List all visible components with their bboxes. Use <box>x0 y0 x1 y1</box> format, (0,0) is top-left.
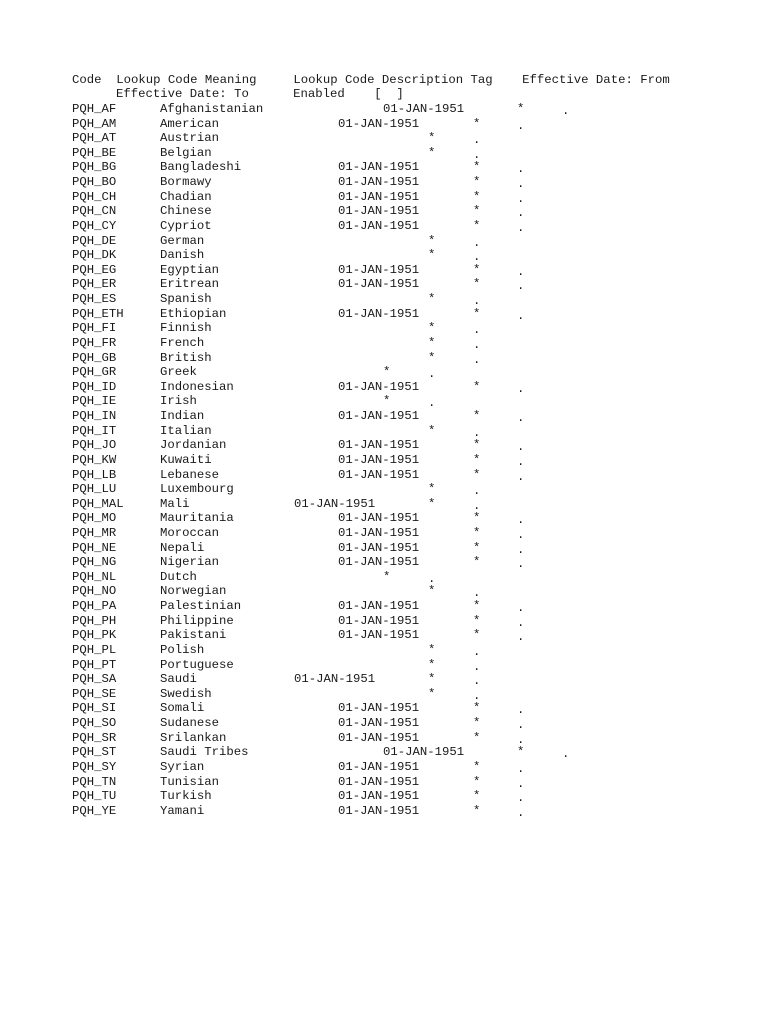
enabled-flag: * <box>428 424 436 438</box>
lookup-code-meaning: Somali <box>160 701 205 715</box>
lookup-code: PQH_IT <box>72 424 117 438</box>
effective-date-from: 01-JAN-1951 <box>338 760 420 774</box>
effective-date-to: . <box>517 543 525 557</box>
effective-date-from: 01-JAN-1951 <box>338 804 420 818</box>
lookup-code: PQH_PL <box>72 643 117 657</box>
effective-date-from: 01-JAN-1951 <box>338 628 420 642</box>
lookup-code-meaning: Eritrean <box>160 277 220 291</box>
enabled-flag: * <box>428 351 436 365</box>
lookup-code: PQH_SA <box>72 672 117 686</box>
enabled-flag: * <box>383 365 391 379</box>
lookup-code-meaning: Chinese <box>160 204 212 218</box>
effective-date-from: 01-JAN-1951 <box>338 468 420 482</box>
lookup-code: PQH_JO <box>72 438 117 452</box>
enabled-flag: * <box>473 204 481 218</box>
lookup-code: PQH_CH <box>72 190 117 204</box>
lookup-code: PQH_GR <box>72 365 117 379</box>
lookup-code-meaning: Mauritania <box>160 511 234 525</box>
lookup-code: PQH_DK <box>72 248 117 262</box>
effective-date-to: . <box>473 323 481 337</box>
effective-date-to: . <box>473 499 481 513</box>
lookup-code: PQH_ID <box>72 380 117 394</box>
effective-date-to: . <box>517 411 525 425</box>
effective-date-from: 01-JAN-1951 <box>338 526 420 540</box>
effective-date-from: 01-JAN-1951 <box>338 789 420 803</box>
effective-date-from: 01-JAN-1951 <box>338 716 420 730</box>
report-header-line-2: Effective Date: To Enabled [ ] <box>116 87 404 101</box>
lookup-code: PQH_NG <box>72 555 117 569</box>
lookup-code-meaning: Indian <box>160 409 205 423</box>
effective-date-from: 01-JAN-1951 <box>294 497 376 511</box>
effective-date-to: . <box>428 367 436 381</box>
lookup-code-meaning: Bangladeshi <box>160 160 242 174</box>
lookup-code: PQH_KW <box>72 453 117 467</box>
lookup-code-meaning: Greek <box>160 365 197 379</box>
lookup-code-meaning: Danish <box>160 248 205 262</box>
effective-date-to: . <box>517 630 525 644</box>
enabled-flag: * <box>473 380 481 394</box>
lookup-code: PQH_LB <box>72 468 117 482</box>
enabled-flag: * <box>428 687 436 701</box>
enabled-flag: * <box>473 277 481 291</box>
lookup-code: PQH_DE <box>72 234 117 248</box>
effective-date-from: 01-JAN-1951 <box>338 263 420 277</box>
effective-date-to: . <box>473 660 481 674</box>
lookup-code-meaning: Finnish <box>160 321 212 335</box>
effective-date-to: . <box>517 265 525 279</box>
enabled-flag: * <box>428 292 436 306</box>
effective-date-from: 01-JAN-1951 <box>338 175 420 189</box>
lookup-code: PQH_ETH <box>72 307 124 321</box>
lookup-code: PQH_IE <box>72 394 117 408</box>
effective-date-to: . <box>517 616 525 630</box>
effective-date-from: 01-JAN-1951 <box>338 555 420 569</box>
lookup-code-meaning: Ethiopian <box>160 307 227 321</box>
effective-date-to: . <box>517 470 525 484</box>
lookup-code-meaning: French <box>160 336 205 350</box>
effective-date-to: . <box>517 762 525 776</box>
effective-date-from: 01-JAN-1951 <box>338 775 420 789</box>
lookup-code: PQH_SO <box>72 716 117 730</box>
effective-date-to: . <box>517 806 525 820</box>
effective-date-from: 01-JAN-1951 <box>338 541 420 555</box>
lookup-code: PQH_PA <box>72 599 117 613</box>
lookup-code: PQH_AT <box>72 131 117 145</box>
lookup-code-meaning: Austrian <box>160 131 220 145</box>
effective-date-from: 01-JAN-1951 <box>338 701 420 715</box>
lookup-code: PQH_LU <box>72 482 117 496</box>
lookup-code: PQH_SR <box>72 731 117 745</box>
lookup-code: PQH_PT <box>72 658 117 672</box>
lookup-code: PQH_SY <box>72 760 117 774</box>
enabled-flag: * <box>517 745 525 759</box>
lookup-code-meaning: Pakistani <box>160 628 227 642</box>
effective-date-to: . <box>473 645 481 659</box>
lookup-code-meaning: Luxembourg <box>160 482 234 496</box>
effective-date-to: . <box>517 601 525 615</box>
effective-date-to: . <box>473 674 481 688</box>
lookup-code: PQH_BO <box>72 175 117 189</box>
effective-date-from: 01-JAN-1951 <box>338 614 420 628</box>
effective-date-from: 01-JAN-1951 <box>338 190 420 204</box>
lookup-code-meaning: Saudi <box>160 672 197 686</box>
effective-date-to: . <box>517 440 525 454</box>
effective-date-from: 01-JAN-1951 <box>338 409 420 423</box>
effective-date-from: 01-JAN-1951 <box>383 745 465 759</box>
lookup-code: PQH_PK <box>72 628 117 642</box>
effective-date-from: 01-JAN-1951 <box>338 277 420 291</box>
lookup-code: PQH_ST <box>72 745 117 759</box>
lookup-code-meaning: Nepali <box>160 541 205 555</box>
effective-date-to: . <box>428 572 436 586</box>
enabled-flag: * <box>428 658 436 672</box>
enabled-flag: * <box>473 263 481 277</box>
enabled-flag: * <box>473 804 481 818</box>
lookup-code-meaning: Norwegian <box>160 584 227 598</box>
effective-date-to: . <box>517 513 525 527</box>
lookup-code: PQH_YE <box>72 804 117 818</box>
effective-date-to: . <box>517 309 525 323</box>
enabled-flag: * <box>473 760 481 774</box>
lookup-code-meaning: Chadian <box>160 190 212 204</box>
enabled-flag: * <box>473 438 481 452</box>
lookup-code-meaning: American <box>160 117 220 131</box>
enabled-flag: * <box>473 701 481 715</box>
enabled-flag: * <box>473 511 481 525</box>
lookup-code-meaning: German <box>160 234 205 248</box>
enabled-flag: * <box>473 599 481 613</box>
lookup-code-meaning: Jordanian <box>160 438 227 452</box>
effective-date-to: . <box>517 557 525 571</box>
lookup-code: PQH_ES <box>72 292 117 306</box>
enabled-flag: * <box>428 234 436 248</box>
lookup-code-meaning: Dutch <box>160 570 197 584</box>
lookup-code-meaning: Afghanistanian <box>160 102 264 116</box>
effective-date-from: 01-JAN-1951 <box>338 453 420 467</box>
lookup-code: PQH_AM <box>72 117 117 131</box>
lookup-code-meaning: Palestinian <box>160 599 242 613</box>
lookup-code: PQH_SE <box>72 687 117 701</box>
enabled-flag: * <box>428 321 436 335</box>
effective-date-to: . <box>517 733 525 747</box>
enabled-flag: * <box>428 497 436 511</box>
effective-date-from: 01-JAN-1951 <box>338 438 420 452</box>
effective-date-from: 01-JAN-1951 <box>338 307 420 321</box>
lookup-code: PQH_NE <box>72 541 117 555</box>
lookup-code: PQH_GB <box>72 351 117 365</box>
lookup-code-meaning: Moroccan <box>160 526 220 540</box>
lookup-code-meaning: British <box>160 351 212 365</box>
effective-date-from: 01-JAN-1951 <box>338 511 420 525</box>
lookup-code-meaning: Yamani <box>160 804 205 818</box>
lookup-code-meaning: Portuguese <box>160 658 234 672</box>
enabled-flag: * <box>473 775 481 789</box>
enabled-flag: * <box>473 453 481 467</box>
enabled-flag: * <box>428 482 436 496</box>
lookup-code: PQH_AF <box>72 102 117 116</box>
effective-date-to: . <box>473 426 481 440</box>
enabled-flag: * <box>473 307 481 321</box>
effective-date-to: . <box>517 791 525 805</box>
enabled-flag: * <box>428 131 436 145</box>
effective-date-to: . <box>473 294 481 308</box>
lookup-code: PQH_TN <box>72 775 117 789</box>
enabled-flag: * <box>473 555 481 569</box>
lookup-code: PQH_FR <box>72 336 117 350</box>
lookup-code-meaning: Saudi Tribes <box>160 745 249 759</box>
effective-date-to: . <box>517 119 525 133</box>
effective-date-to: . <box>562 104 570 118</box>
enabled-flag: * <box>473 468 481 482</box>
enabled-flag: * <box>473 789 481 803</box>
effective-date-to: . <box>517 528 525 542</box>
effective-date-to: . <box>517 221 525 235</box>
lookup-code: PQH_CN <box>72 204 117 218</box>
effective-date-to: . <box>473 689 481 703</box>
effective-date-to: . <box>473 484 481 498</box>
lookup-code: PQH_MO <box>72 511 117 525</box>
enabled-flag: * <box>473 175 481 189</box>
enabled-flag: * <box>473 614 481 628</box>
enabled-flag: * <box>473 409 481 423</box>
lookup-code-meaning: Polish <box>160 643 205 657</box>
effective-date-to: . <box>562 747 570 761</box>
enabled-flag: * <box>473 628 481 642</box>
lookup-code-meaning: Lebanese <box>160 468 220 482</box>
effective-date-to: . <box>428 396 436 410</box>
effective-date-to: . <box>517 192 525 206</box>
effective-date-to: . <box>517 455 525 469</box>
enabled-flag: * <box>383 394 391 408</box>
lookup-code: PQH_MR <box>72 526 117 540</box>
enabled-flag: * <box>473 219 481 233</box>
enabled-flag: * <box>428 248 436 262</box>
effective-date-from: 01-JAN-1951 <box>338 731 420 745</box>
effective-date-to: . <box>473 148 481 162</box>
enabled-flag: * <box>517 102 525 116</box>
effective-date-to: . <box>473 250 481 264</box>
lookup-code: PQH_BG <box>72 160 117 174</box>
effective-date-to: . <box>473 353 481 367</box>
effective-date-to: . <box>517 162 525 176</box>
lookup-code: PQH_PH <box>72 614 117 628</box>
effective-date-from: 01-JAN-1951 <box>338 219 420 233</box>
lookup-code: PQH_ER <box>72 277 117 291</box>
enabled-flag: * <box>473 541 481 555</box>
lookup-code: PQH_IN <box>72 409 117 423</box>
lookup-code: PQH_NO <box>72 584 117 598</box>
effective-date-to: . <box>517 382 525 396</box>
enabled-flag: * <box>473 117 481 131</box>
effective-date-to: . <box>517 777 525 791</box>
effective-date-to: . <box>473 586 481 600</box>
lookup-code-meaning: Spanish <box>160 292 212 306</box>
lookup-code: PQH_FI <box>72 321 117 335</box>
lookup-code-meaning: Swedish <box>160 687 212 701</box>
report-header-line-1: Code Lookup Code Meaning Lookup Code Description Tag Effective Date: From <box>72 73 670 87</box>
enabled-flag: * <box>473 190 481 204</box>
effective-date-from: 01-JAN-1951 <box>338 599 420 613</box>
lookup-code-meaning: Sudanese <box>160 716 220 730</box>
enabled-flag: * <box>473 160 481 174</box>
lookup-code-meaning: Turkish <box>160 789 212 803</box>
lookup-code-meaning: Indonesian <box>160 380 234 394</box>
effective-date-from: 01-JAN-1951 <box>338 204 420 218</box>
enabled-flag: * <box>383 570 391 584</box>
enabled-flag: * <box>473 526 481 540</box>
lookup-code-meaning: Syrian <box>160 760 205 774</box>
effective-date-to: . <box>517 279 525 293</box>
effective-date-to: . <box>517 177 525 191</box>
lookup-code-meaning: Kuwaiti <box>160 453 212 467</box>
lookup-code: PQH_MAL <box>72 497 124 511</box>
lookup-code: PQH_TU <box>72 789 117 803</box>
lookup-code-meaning: Egyptian <box>160 263 220 277</box>
lookup-code-meaning: Irish <box>160 394 197 408</box>
effective-date-from: 01-JAN-1951 <box>383 102 465 116</box>
lookup-code: PQH_EG <box>72 263 117 277</box>
effective-date-from: 01-JAN-1951 <box>294 672 376 686</box>
effective-date-to: . <box>473 236 481 250</box>
effective-date-to: . <box>473 338 481 352</box>
enabled-flag: * <box>428 146 436 160</box>
effective-date-from: 01-JAN-1951 <box>338 380 420 394</box>
effective-date-to: . <box>517 718 525 732</box>
effective-date-from: 01-JAN-1951 <box>338 117 420 131</box>
effective-date-to: . <box>473 133 481 147</box>
lookup-code-meaning: Italian <box>160 424 212 438</box>
effective-date-to: . <box>517 206 525 220</box>
lookup-code: PQH_CY <box>72 219 117 233</box>
lookup-code-meaning: Belgian <box>160 146 212 160</box>
enabled-flag: * <box>428 336 436 350</box>
enabled-flag: * <box>473 716 481 730</box>
lookup-code-meaning: Cypriot <box>160 219 212 233</box>
effective-date-from: 01-JAN-1951 <box>338 160 420 174</box>
lookup-code-meaning: Nigerian <box>160 555 220 569</box>
lookup-code-meaning: Philippine <box>160 614 234 628</box>
lookup-code-meaning: Srilankan <box>160 731 227 745</box>
effective-date-to: . <box>517 703 525 717</box>
lookup-code-meaning: Bormawy <box>160 175 212 189</box>
enabled-flag: * <box>473 731 481 745</box>
lookup-code-meaning: Mali <box>160 497 190 511</box>
enabled-flag: * <box>428 643 436 657</box>
enabled-flag: * <box>428 584 436 598</box>
lookup-code: PQH_BE <box>72 146 117 160</box>
enabled-flag: * <box>428 672 436 686</box>
lookup-code: PQH_NL <box>72 570 117 584</box>
lookup-code: PQH_SI <box>72 701 117 715</box>
lookup-code-meaning: Tunisian <box>160 775 220 789</box>
